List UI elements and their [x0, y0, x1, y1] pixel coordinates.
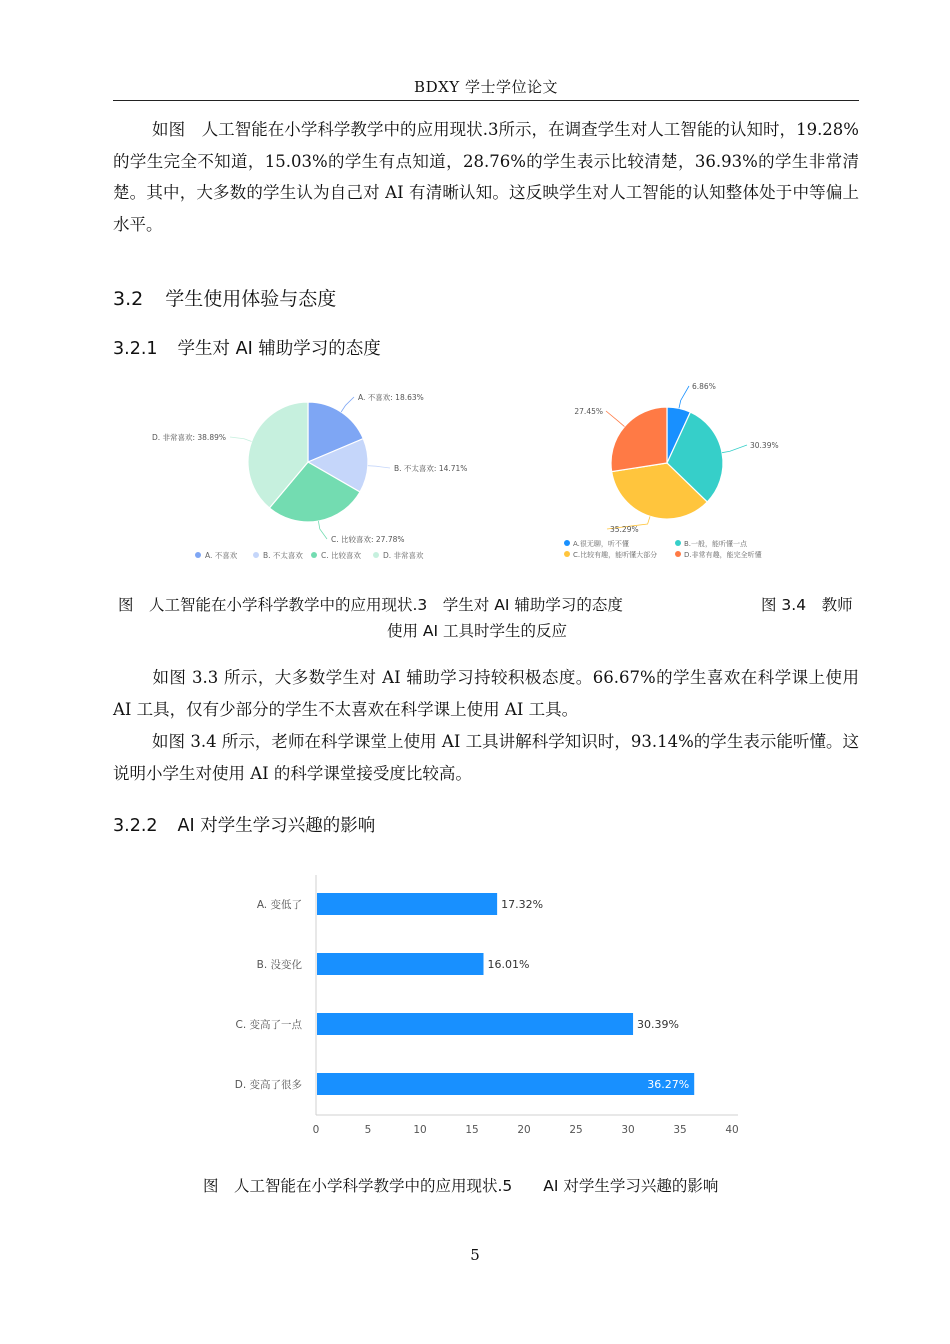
data-label: D. 非常喜欢: 38.89% — [151, 433, 226, 442]
leader-line — [606, 411, 624, 427]
paragraph-1 — [113, 114, 859, 240]
legend-label: B. 不太喜欢 — [263, 551, 303, 560]
legend-marker — [564, 540, 570, 546]
x-tick-label: 0 — [312, 1124, 320, 1136]
paragraph-1-text: 如图 人工智能在小学科学教学中的应用现状.3所示，在调查学生对人工智能的认知时，19.28%的学生完全不知道，15.03%的学生有点知道，28.76%的学生表示比较清楚，36.93%的学生非常清楚。其中，大多数的学生认为自己对 AI 有清晰认知。这反映学生对人工智能的认知整体处于中等偏上水平。 — [113, 120, 859, 234]
section-number: 3.2.1 — [113, 339, 158, 359]
paragraph-2 — [113, 662, 859, 725]
data-label: 30.39% — [750, 441, 779, 450]
header-rule — [113, 100, 859, 101]
value-label: 36.27% — [647, 1078, 690, 1091]
section-title: 学生使用体验与态度 — [165, 288, 337, 310]
x-tick-label: 35 — [673, 1124, 687, 1136]
category-label: A. 变低了 — [256, 899, 302, 911]
legend-label: B.一般，能听懂一点 — [684, 540, 748, 548]
x-tick-label: 30 — [621, 1124, 635, 1136]
x-tick-label: 10 — [413, 1124, 427, 1136]
pie-chart-reaction — [545, 375, 810, 565]
section-heading-3-2 — [113, 284, 336, 311]
running-header: BDXY 学士学位论文 — [414, 78, 558, 96]
x-tick-label: 15 — [465, 1124, 479, 1136]
pie-slice — [611, 407, 667, 472]
paragraph-2-text: 如图 3.3 所示，大多数学生对 AI 辅助学习持较积极态度。66.67%的学生喜欢在科学课上使用 AI 工具，仅有少部分的学生不太喜欢在科学课上使用 AI 工具。 — [113, 668, 859, 719]
leader-line — [679, 386, 689, 408]
legend-label: D. 非常喜欢 — [383, 551, 424, 560]
section-heading-3-2-2 — [113, 812, 375, 837]
figure-3-4-caption-continued: 使用 AI 工具时学生的反应 — [387, 622, 568, 640]
x-tick-label: 25 — [569, 1124, 583, 1136]
leader-line — [230, 437, 252, 441]
figure-3-4-caption: 图 3.4 教师 — [761, 596, 853, 614]
value-label: 17.32% — [501, 898, 544, 911]
bar — [317, 1073, 694, 1095]
section-number: 3.2.2 — [113, 816, 158, 836]
legend-marker — [373, 552, 379, 558]
legend-marker — [253, 552, 259, 558]
x-tick-label: 40 — [725, 1124, 739, 1136]
data-label: 35.29% — [610, 525, 639, 534]
legend-marker — [675, 551, 681, 557]
section-title: AI 对学生学习兴趣的影响 — [177, 816, 376, 836]
section-heading-3-2-1 — [113, 335, 381, 360]
legend-label: A.很无聊，听不懂 — [573, 540, 629, 548]
legend-marker — [195, 552, 201, 558]
x-tick-label: 20 — [517, 1124, 531, 1136]
leader-line — [722, 445, 747, 453]
section-number: 3.2 — [113, 288, 144, 310]
bar — [317, 953, 484, 975]
x-tick-label: 5 — [364, 1124, 372, 1136]
legend-label: C.比较有趣，能听懂大部分 — [573, 551, 658, 559]
data-label: 27.45% — [574, 407, 603, 416]
data-label: C. 比较喜欢: 27.78% — [331, 535, 405, 544]
legend-label: D.非常有趣，能完全听懂 — [684, 551, 762, 559]
bar — [317, 1013, 633, 1035]
legend-label: C. 比较喜欢 — [321, 551, 362, 560]
bar-chart-interest — [230, 865, 760, 1145]
paragraph-3 — [113, 726, 859, 789]
data-label: B. 不太喜欢: 14.71% — [394, 464, 468, 473]
value-label: 16.01% — [487, 958, 530, 971]
pie-chart-attitude — [140, 380, 470, 565]
legend-marker — [311, 552, 317, 558]
figure-3-5-caption: 图 人工智能在小学科学教学中的应用现状.5 AI 对学生学习兴趣的影响 — [203, 1177, 719, 1195]
page-number: 5 — [470, 1246, 480, 1264]
leader-line — [368, 466, 390, 468]
leader-line — [341, 397, 354, 412]
data-label: A. 不喜欢: 18.63% — [358, 393, 424, 402]
legend-marker — [564, 551, 570, 557]
bar — [317, 893, 497, 915]
value-label: 30.39% — [637, 1018, 680, 1031]
legend-marker — [675, 540, 681, 546]
figure-3-3-caption: 图 人工智能在小学科学教学中的应用现状.3 学生对 AI 辅助学习的态度 — [118, 596, 623, 614]
data-label: 6.86% — [692, 382, 716, 391]
category-label: C. 变高了一点 — [235, 1019, 302, 1031]
section-title: 学生对 AI 辅助学习的态度 — [177, 339, 381, 359]
category-label: B. 没变化 — [256, 959, 302, 971]
paragraph-3-text: 如图 3.4 所示，老师在科学课堂上使用 AI 工具讲解科学知识时，93.14%的学生表示能听懂。这说明小学生对使用 AI 的科学课堂接受度比较高。 — [113, 732, 859, 783]
category-label: D. 变高了很多 — [234, 1079, 302, 1091]
legend-label: A. 不喜欢 — [205, 551, 238, 560]
leader-line — [318, 521, 327, 539]
